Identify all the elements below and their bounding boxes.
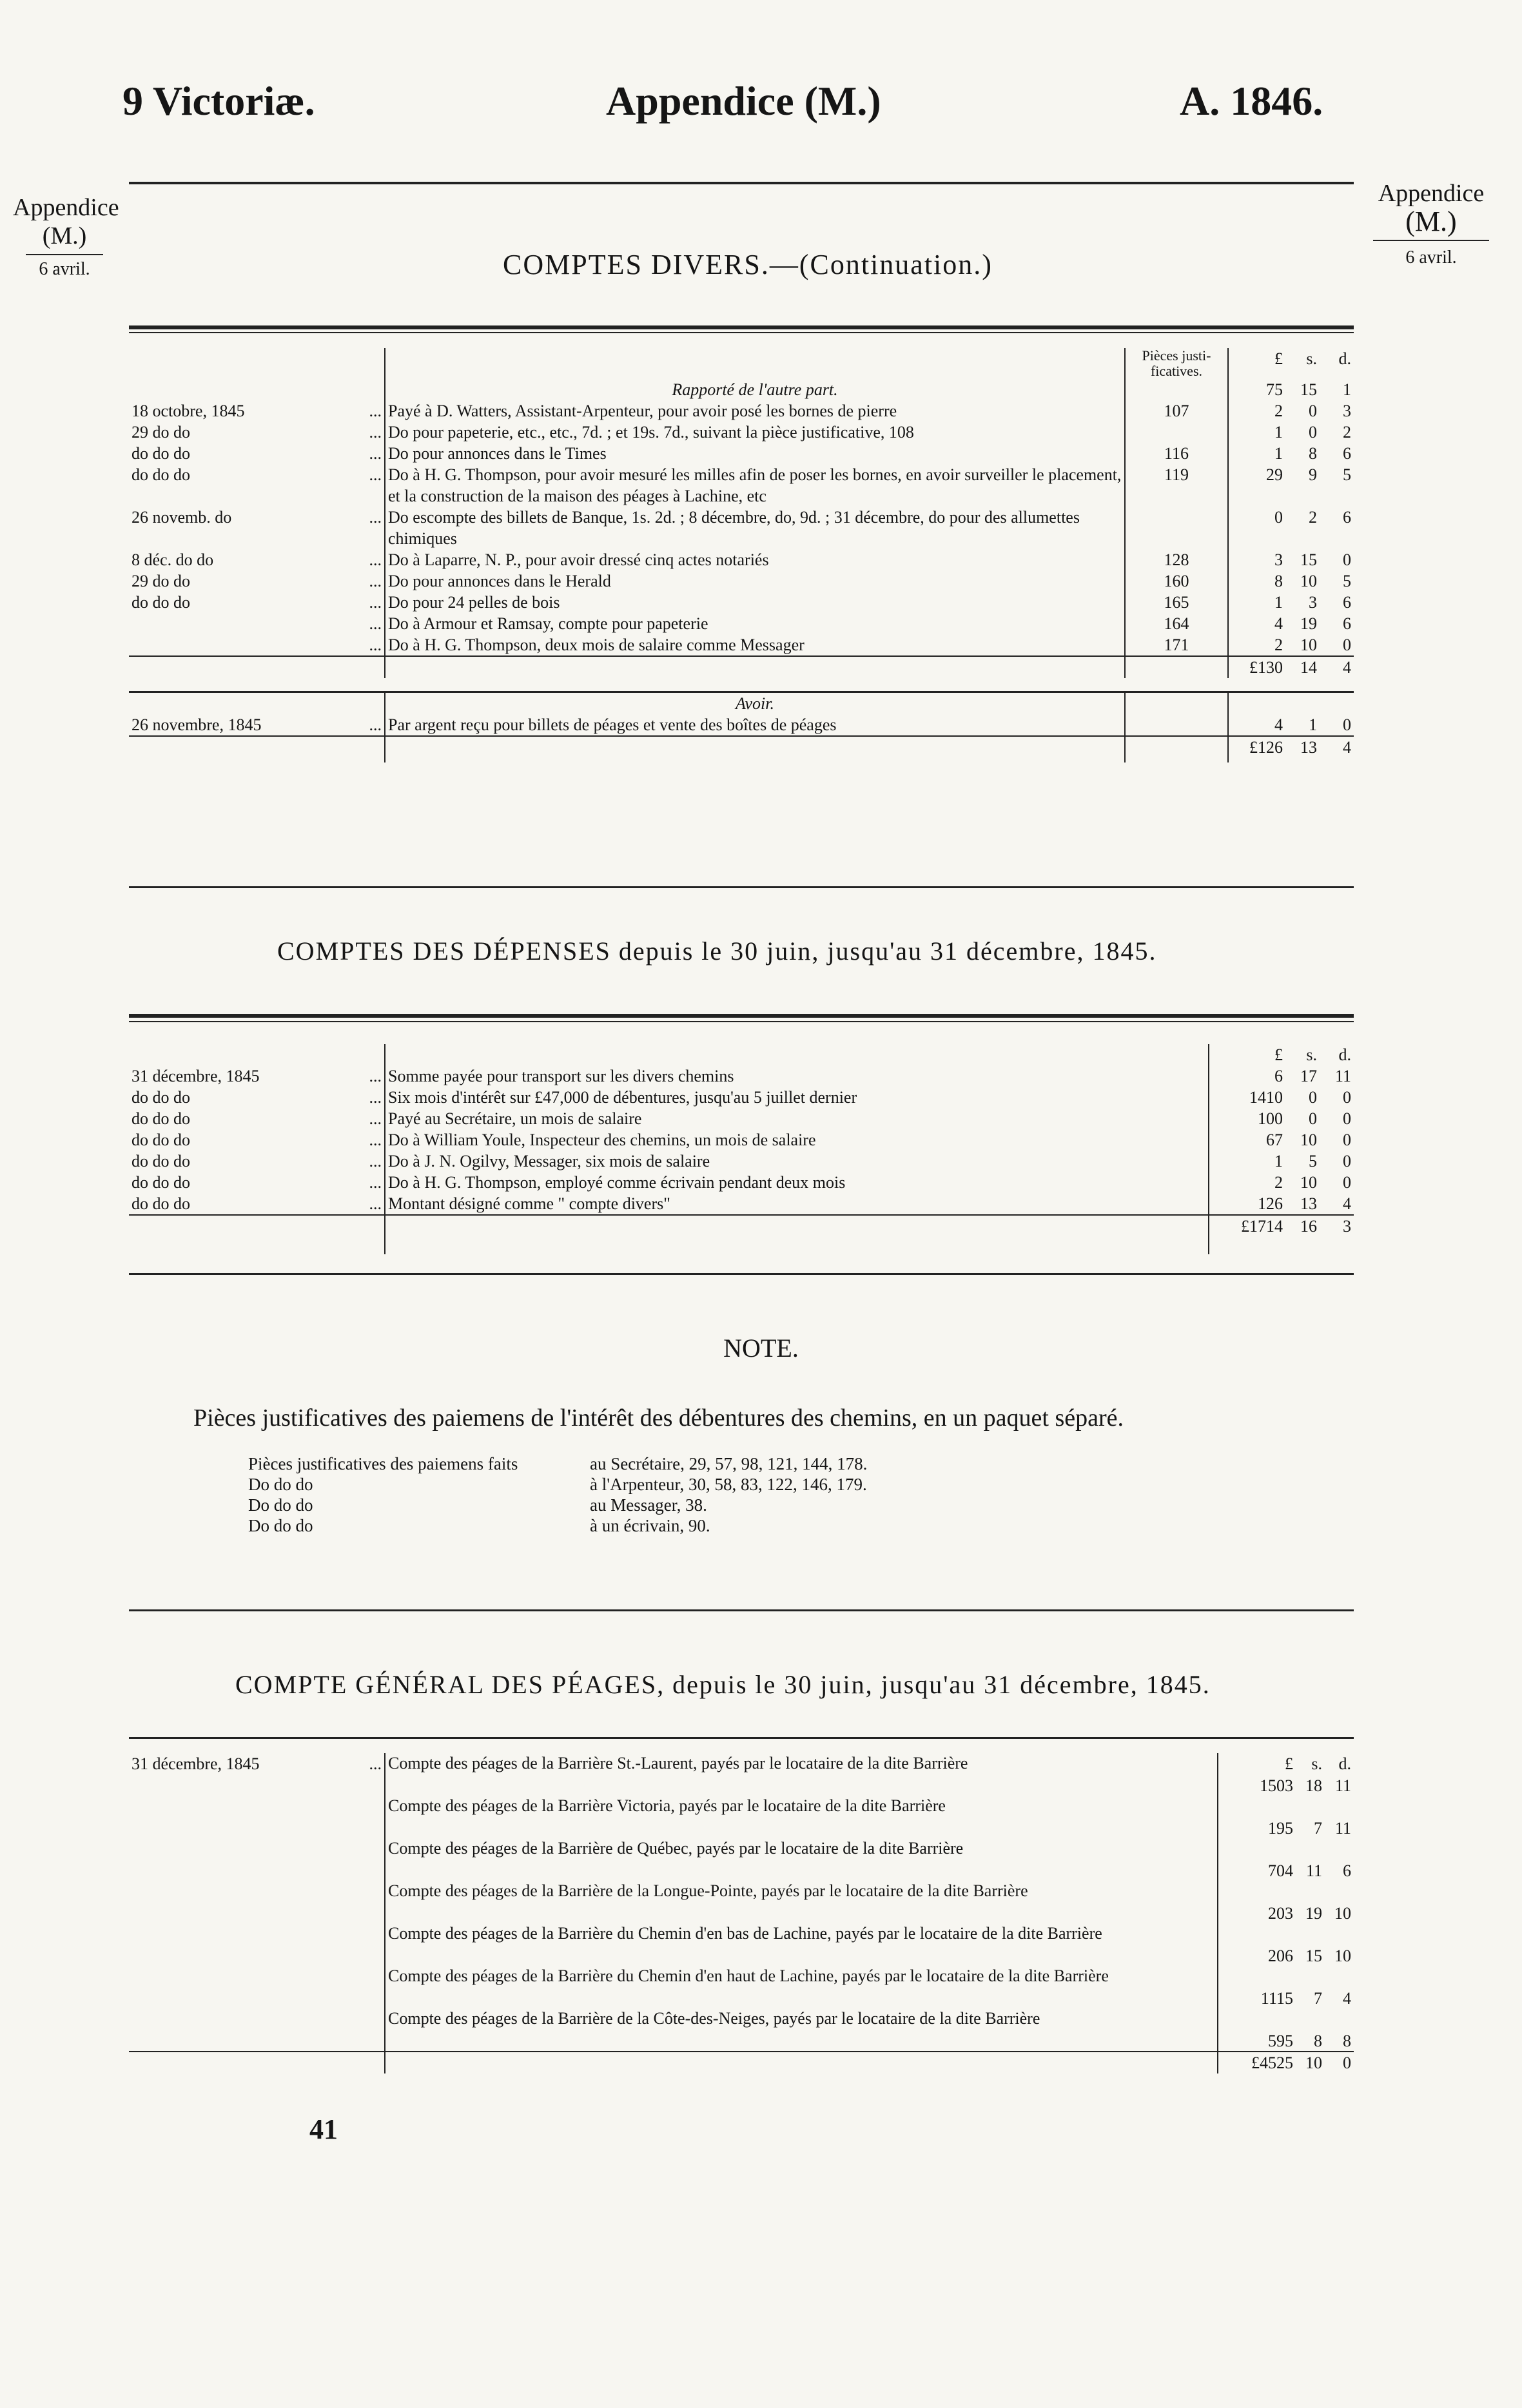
row-pounds: 1 xyxy=(1274,593,1283,612)
table-row xyxy=(129,400,1354,422)
row-pounds: 0 xyxy=(1274,508,1283,527)
table-row xyxy=(129,443,1354,464)
avoir-desc: Par argent reçu pour billets de péages et vente des boîtes de péages xyxy=(385,714,1125,736)
section3-date: 31 décembre, 1845 xyxy=(132,1754,260,1773)
row-shillings: 0 xyxy=(1309,423,1317,442)
row-shillings: 17 xyxy=(1300,1067,1317,1085)
toll-account-amount xyxy=(1218,1966,1354,2008)
row-description: Do à H. G. Thompson, deux mois de salaire comme Messager xyxy=(385,634,1125,656)
row-date xyxy=(129,634,347,656)
row-shillings: 10 xyxy=(1300,636,1317,654)
row-pence: 0 xyxy=(1343,550,1351,569)
row-pounds: 2 xyxy=(1209,1172,1285,1193)
row-pence: 4 xyxy=(1343,1989,1351,2008)
row-piece: 128 xyxy=(1125,549,1228,570)
carried-l: 75 xyxy=(1266,380,1283,399)
row-date: do do do xyxy=(132,1109,190,1128)
col-pieces-header: Pièces justi-ficatives. xyxy=(1125,348,1228,379)
margin-note-right: Appendice (M.) 6 avril. xyxy=(1360,179,1502,272)
table-row xyxy=(129,1193,1354,1215)
table-row xyxy=(129,1172,1354,1193)
row-date: do do do xyxy=(132,1194,190,1213)
section1-table: Pièces justi-ficatives. £ s. d. Rapporté de l'autre part. 75 15 1 18 octobre, 1845 ... Payé à D. Watters, Assistant-Arpenteur, pour avoir posé les bornes de pierre 107 2 0 3 29 do do ... Do pour papeterie, etc., etc., 7d. ; et 19s. 7d., suivant la pièce justificative, 108 1 0 2 do do do ... Do pour annonces dans le Times 116 1 8 6 do do do ... Do à H. G. Thompson, pour avoir mesuré les milles afin de poser les bornes, en avoir surveiller le placement, et la construction de la maison des péages à Lachine, etc 119 29 9 5 26 novemb. do ... Do escompte des billets de Banque, 1s. 2d. ; 8 décembre, do, 9d. ; 31 décembre, do pour des allumettes chimiques 0 2 6 8 déc. do do ... Do à Laparre, N. P., pour avoir dressé cinq actes notariés 128 3 15 0 29 do do ... Do pour annonces dans le Herald 160 8 10 5 do do do ... Do pour 24 pelles de bois 165 1 3 6 ... Do à Armour et Ramsay, compte pour papeterie 164 4 19 6 ... Do à H. G. Thompson, deux mois de salaire comme Messager 171 2 10 0 £130 14 4 Avoir. 26 novembre, 1845 ... Par argent reçu pour billets de péages et vente des boîtes de péages 4 1 0 £126 13 4 xyxy=(129,348,1354,762)
toll-account-description: Compte des péages de la Barrière de la Longue-Pointe, payés par le locataire de la dite Barrière xyxy=(388,1881,1028,1900)
running-head-left: 9 Victoriæ. xyxy=(122,78,315,124)
carried-d: 1 xyxy=(1343,380,1351,399)
row-piece: 171 xyxy=(1125,634,1228,656)
toll-account-amount xyxy=(1218,2008,1354,2051)
leader-dots: ... xyxy=(369,1152,382,1170)
section3-top-rule xyxy=(129,1737,1354,1739)
leader-dots: ... xyxy=(369,550,382,569)
row-pence: 5 xyxy=(1343,465,1351,484)
row-pounds: 1 xyxy=(1274,444,1283,463)
row-shillings: 15 xyxy=(1305,1947,1322,1965)
row-pounds: 29 xyxy=(1266,465,1283,484)
s3-col-d: d. xyxy=(1338,1754,1351,1773)
row-shillings: 3 xyxy=(1309,593,1317,612)
row-date: 29 do do xyxy=(132,423,190,442)
row-description: Do pour 24 pelles de bois xyxy=(385,592,1125,613)
row-pounds: 1 xyxy=(1274,423,1283,442)
col-s-header: s. xyxy=(1306,349,1317,368)
section3-title: COMPTE GÉNÉRAL DES PÉAGES, depuis le 30 juin, jusqu'au 31 décembre, 1845. xyxy=(235,1670,1211,1699)
avoir-label: Avoir. xyxy=(385,692,1125,715)
row-date: 29 do do xyxy=(132,572,190,590)
toll-account-amount xyxy=(1218,1881,1354,1923)
row-description: Do à Laparre, N. P., pour avoir dressé cinq actes notariés xyxy=(385,549,1125,570)
row-shillings: 10 xyxy=(1300,1131,1317,1149)
row-shillings: 7 xyxy=(1314,1819,1322,1838)
row-pence: 6 xyxy=(1343,1861,1351,1880)
section3-total-s: 10 xyxy=(1305,2054,1322,2072)
row-piece: 160 xyxy=(1125,570,1228,592)
note-line xyxy=(248,1515,867,1536)
row-shillings: 0 xyxy=(1309,1088,1317,1107)
row-pounds: 203 xyxy=(1268,1904,1293,1923)
running-head-center: Appendice (M.) xyxy=(606,78,881,124)
table-row xyxy=(129,1129,1354,1151)
section1-total-d: 4 xyxy=(1320,656,1354,678)
leader-dots: ... xyxy=(369,614,382,633)
row-date: do do do xyxy=(132,1088,190,1107)
row-piece xyxy=(1125,422,1228,443)
leader-dots: ... xyxy=(369,444,382,463)
row-shillings: 8 xyxy=(1314,2032,1322,2050)
row-pence: 8 xyxy=(1343,2032,1351,2050)
row-pounds: 595 xyxy=(1268,2032,1293,2050)
row-pounds: 8 xyxy=(1274,572,1283,590)
toll-account-amount xyxy=(1218,1796,1354,1838)
leader-dots: ... xyxy=(369,572,382,590)
carried-label: Rapporté de l'autre part. xyxy=(385,379,1125,400)
section1-net-l: £126 xyxy=(1228,736,1285,762)
table-row xyxy=(129,1087,1354,1108)
row-pence: 3 xyxy=(1343,402,1351,420)
avoir-date: 26 novembre, 1845 xyxy=(132,715,262,734)
row-pence: 2 xyxy=(1343,423,1351,442)
row-shillings: 9 xyxy=(1309,465,1317,484)
row-date: 31 décembre, 1845 xyxy=(132,1067,260,1085)
note-line-label: Do do do xyxy=(248,1516,313,1535)
s2-col-d: d. xyxy=(1338,1045,1351,1064)
row-description: Six mois d'intérêt sur £47,000 de débentures, jusqu'au 5 juillet dernier xyxy=(385,1087,1209,1108)
section3-total-d: 0 xyxy=(1343,2054,1351,2072)
s2-col-l: £ xyxy=(1209,1044,1285,1065)
section2-bottom-rule xyxy=(129,1273,1354,1275)
row-pence: 5 xyxy=(1343,572,1351,590)
row-pounds: 126 xyxy=(1209,1193,1285,1215)
table-row xyxy=(129,634,1354,656)
section2-title: COMPTES DES DÉPENSES depuis le 30 juin, jusqu'au 31 décembre, 1845. xyxy=(277,937,1157,966)
carried-s: 15 xyxy=(1300,380,1317,399)
leader-dots: ... xyxy=(369,1109,382,1128)
row-piece: 119 xyxy=(1125,464,1228,507)
page-number: 41 xyxy=(309,2113,338,2145)
row-pounds: 1 xyxy=(1209,1151,1285,1172)
row-shillings: 10 xyxy=(1300,1173,1317,1192)
table-row xyxy=(129,570,1354,592)
note-line xyxy=(248,1474,867,1495)
row-shillings: 2 xyxy=(1309,508,1317,527)
leader-dots: ... xyxy=(369,636,382,654)
row-description: Do à J. N. Ogilvy, Messager, six mois de salaire xyxy=(385,1151,1209,1172)
row-description: Do pour annonces dans le Herald xyxy=(385,570,1125,592)
row-pounds: 100 xyxy=(1209,1108,1285,1129)
section1-net-d: 4 xyxy=(1320,736,1354,762)
note-line xyxy=(248,1453,867,1474)
row-pence: 4 xyxy=(1343,1194,1351,1213)
row-shillings: 0 xyxy=(1309,402,1317,420)
row-piece xyxy=(1125,507,1228,549)
note-line-recipient: au Secrétaire, 29, 57, 98, 121, 144, 178. xyxy=(590,1454,868,1473)
row-pounds: 2 xyxy=(1274,636,1283,654)
leader-dots: ... xyxy=(369,1088,382,1107)
row-shillings: 5 xyxy=(1309,1152,1317,1170)
row-pence: 0 xyxy=(1343,1131,1351,1149)
note-line-recipient: à l'Arpenteur, 30, 58, 83, 122, 146, 179. xyxy=(590,1475,867,1494)
row-pounds: 195 xyxy=(1268,1819,1293,1838)
row-description: Do à William Youle, Inspecteur des chemins, un mois de salaire xyxy=(385,1129,1209,1151)
avoir-s: 1 xyxy=(1309,715,1317,734)
col-d-header: d. xyxy=(1338,349,1351,368)
running-head-right: A. 1846. xyxy=(1180,78,1323,124)
table-row xyxy=(129,1151,1354,1172)
row-pence: 11 xyxy=(1334,1067,1351,1085)
toll-account-description: Compte des péages de la Barrière de Québec, payés par le locataire de la dite Barrière xyxy=(388,1839,964,1858)
note-line xyxy=(248,1495,867,1515)
row-pence: 11 xyxy=(1334,1776,1351,1795)
section2-total-d: 3 xyxy=(1320,1215,1354,1254)
margin-note-left: Appendice (M.) 6 avril. xyxy=(13,193,116,284)
section2-table xyxy=(129,1044,1354,1254)
row-pence: 10 xyxy=(1334,1947,1351,1965)
row-date: do do do xyxy=(132,593,190,612)
note-title: NOTE. xyxy=(723,1334,799,1363)
toll-account-description: Compte des péages de la Barrière Victoria, payés par le locataire de la dite Barrière xyxy=(388,1796,946,1815)
row-pounds: 704 xyxy=(1268,1861,1293,1880)
row-pence: 0 xyxy=(1343,1173,1351,1192)
row-description: Payé au Secrétaire, un mois de salaire xyxy=(385,1108,1209,1129)
avoir-l: 4 xyxy=(1274,715,1283,734)
row-shillings: 19 xyxy=(1305,1904,1322,1923)
row-date: do do do xyxy=(132,1173,190,1192)
row-shillings: 8 xyxy=(1309,444,1317,463)
row-piece: 165 xyxy=(1125,592,1228,613)
leader-dots: ... xyxy=(369,508,382,527)
section1-total-l: £130 xyxy=(1228,656,1285,678)
row-pence: 6 xyxy=(1343,614,1351,633)
row-date: 26 novemb. do xyxy=(132,508,232,527)
leader-dots: ... xyxy=(369,1131,382,1149)
leader-dots: ... xyxy=(369,1194,382,1213)
header-rule xyxy=(129,182,1354,184)
note-bottom-rule xyxy=(129,1609,1354,1611)
section3-table: 31 décembre, 1845 ... Compte des péages de la Barrière St.-Laurent, payés par le locataire de la dite Barrière Compte des péages de la Barrière Victoria, payés par le locataire de la dite Barrière Compte des péages de la Barrière de Québec, payés par le locataire de la dite Barrière Compte des péages de la Barrière de la Longue-Pointe, payés par le locataire de la dite Barrière Compte des péages de la Barrière du Chemin d'en bas de Lachine, payés par le locataire de la dite Barrière Compte des péages de la Barrière du Chemin d'en haut de Lachine, payés par le locataire de la dite Barrière Compte des péages de la Barrière de la Côte-des-Neiges, payés par le locataire de la dite Barrière £ s. d. 1503 18 11 195 7 11 704 11 6 203 19 10 206 15 10 1115 7 4 595 8 8 £4525 10 0 xyxy=(129,1753,1354,2073)
leader-dots: ... xyxy=(369,1173,382,1192)
leader-dots: ... xyxy=(369,423,382,442)
row-date: 18 octobre, 1845 xyxy=(132,402,245,420)
table-row xyxy=(129,422,1354,443)
toll-account-description: Compte des péages de la Barrière du Chemin d'en haut de Lachine, payés par le locataire de la dite Barrière xyxy=(388,1966,1109,1985)
row-pounds: 206 xyxy=(1268,1947,1293,1965)
row-description: Payé à D. Watters, Assistant-Arpenteur, pour avoir posé les bornes de pierre xyxy=(385,400,1125,422)
leader-dots: ... xyxy=(369,593,382,612)
row-pence: 0 xyxy=(1343,1088,1351,1107)
row-shillings: 11 xyxy=(1305,1861,1322,1880)
row-description: Do à H. G. Thompson, employé comme écrivain pendant deux mois xyxy=(385,1172,1209,1193)
table-row xyxy=(129,592,1354,613)
table-row xyxy=(129,549,1354,570)
row-description: Do escompte des billets de Banque, 1s. 2d. ; 8 décembre, do, 9d. ; 31 décembre, do pour des allumettes chimiques xyxy=(385,507,1125,549)
avoir-d: 0 xyxy=(1343,715,1351,734)
table-row xyxy=(129,464,1354,507)
toll-account-description: Compte des péages de la Barrière de la Côte-des-Neiges, payés par le locataire de la dite Barrière xyxy=(388,2009,1040,2028)
toll-account-amount xyxy=(1218,1838,1354,1881)
row-pounds: 4 xyxy=(1274,614,1283,633)
section1-top-rule xyxy=(129,325,1354,329)
row-pence: 0 xyxy=(1343,636,1351,654)
section2-total-s: 16 xyxy=(1285,1215,1320,1254)
row-pounds: 2 xyxy=(1274,402,1283,420)
row-date xyxy=(129,613,347,634)
row-pounds: 67 xyxy=(1209,1129,1285,1151)
row-shillings: 10 xyxy=(1300,572,1317,590)
table-row xyxy=(129,507,1354,549)
row-pence: 6 xyxy=(1343,508,1351,527)
toll-account-amount xyxy=(1218,1923,1354,1966)
section1-top-rule-2 xyxy=(129,332,1354,333)
row-pounds: 3 xyxy=(1274,550,1283,569)
section3-total-l: £4525 xyxy=(1251,2054,1293,2072)
s3-col-s: s. xyxy=(1311,1754,1322,1773)
row-date: do do do xyxy=(132,1152,190,1170)
section2-top-rule xyxy=(129,1014,1354,1018)
row-pence: 6 xyxy=(1343,444,1351,463)
table-row xyxy=(129,613,1354,634)
row-pence: 10 xyxy=(1334,1904,1351,1923)
row-piece: 107 xyxy=(1125,400,1228,422)
row-pounds: 1115 xyxy=(1260,1989,1293,2008)
row-description: Somme payée pour transport sur les divers chemins xyxy=(385,1065,1209,1087)
note-list xyxy=(248,1453,867,1536)
row-pence: 6 xyxy=(1343,593,1351,612)
row-shillings: 7 xyxy=(1314,1989,1322,2008)
row-shillings: 15 xyxy=(1300,550,1317,569)
row-shillings: 18 xyxy=(1305,1776,1322,1795)
row-pounds: 1410 xyxy=(1209,1087,1285,1108)
row-description: Do pour annonces dans le Times xyxy=(385,443,1125,464)
s2-col-s: s. xyxy=(1306,1045,1317,1064)
s3-col-l: £ xyxy=(1285,1754,1293,1773)
row-date: 8 déc. do do xyxy=(132,550,214,569)
table-row xyxy=(129,1065,1354,1087)
note-line-label: Do do do xyxy=(248,1475,313,1494)
table-row xyxy=(129,1108,1354,1129)
row-piece: 116 xyxy=(1125,443,1228,464)
note-line-recipient: à un écrivain, 90. xyxy=(590,1516,710,1535)
row-shillings: 13 xyxy=(1300,1194,1317,1213)
row-pence: 0 xyxy=(1343,1152,1351,1170)
row-pounds: 1503 xyxy=(1260,1776,1293,1795)
section1-title: COMPTES DIVERS.—(Continuation.) xyxy=(503,249,993,280)
row-piece: 164 xyxy=(1125,613,1228,634)
row-description: Do pour papeterie, etc., etc., 7d. ; et 19s. 7d., suivant la pièce justificative, 108 xyxy=(385,422,1125,443)
row-shillings: 0 xyxy=(1309,1109,1317,1128)
note-line-label: Pièces justificatives des paiemens faits xyxy=(248,1454,518,1473)
section1-net-s: 13 xyxy=(1285,736,1320,762)
row-pence: 11 xyxy=(1334,1819,1351,1838)
note-line-recipient: au Messager, 38. xyxy=(590,1495,707,1515)
row-shillings: 19 xyxy=(1300,614,1317,633)
row-description: Montant désigné comme " compte divers" xyxy=(385,1193,1209,1215)
leader-dots: ... xyxy=(369,465,382,484)
section2-total-l: £1714 xyxy=(1209,1215,1285,1254)
section2-top-rule-2 xyxy=(129,1021,1354,1022)
section1-bottom-rule xyxy=(129,886,1354,888)
row-description: Do à H. G. Thompson, pour avoir mesuré les milles afin de poser les bornes, en avoir surveiller le placement, et la construction de la maison des péages à Lachine, etc xyxy=(385,464,1125,507)
leader-dots: ... xyxy=(369,1067,382,1085)
row-date: do do do xyxy=(132,444,190,463)
row-pounds: 6 xyxy=(1209,1065,1285,1087)
row-description: Do à Armour et Ramsay, compte pour papeterie xyxy=(385,613,1125,634)
row-date: do do do xyxy=(132,465,190,484)
note-subtitle: Pièces justificatives des paiemens de l'intérêt des débentures des chemins, en un paquet séparé. xyxy=(193,1404,1124,1432)
col-l-header: £ xyxy=(1274,349,1283,368)
note-line-label: Do do do xyxy=(248,1495,313,1515)
row-date: do do do xyxy=(132,1131,190,1149)
row-pence: 0 xyxy=(1343,1109,1351,1128)
section1-total-s: 14 xyxy=(1285,656,1320,678)
toll-account-description: Compte des péages de la Barrière St.-Laurent, payés par le locataire de la dite Barrière xyxy=(388,1754,968,1772)
toll-account-description: Compte des péages de la Barrière du Chemin d'en bas de Lachine, payés par le locataire de la dite Barrière xyxy=(388,1924,1102,1943)
leader-dots: ... xyxy=(369,402,382,420)
